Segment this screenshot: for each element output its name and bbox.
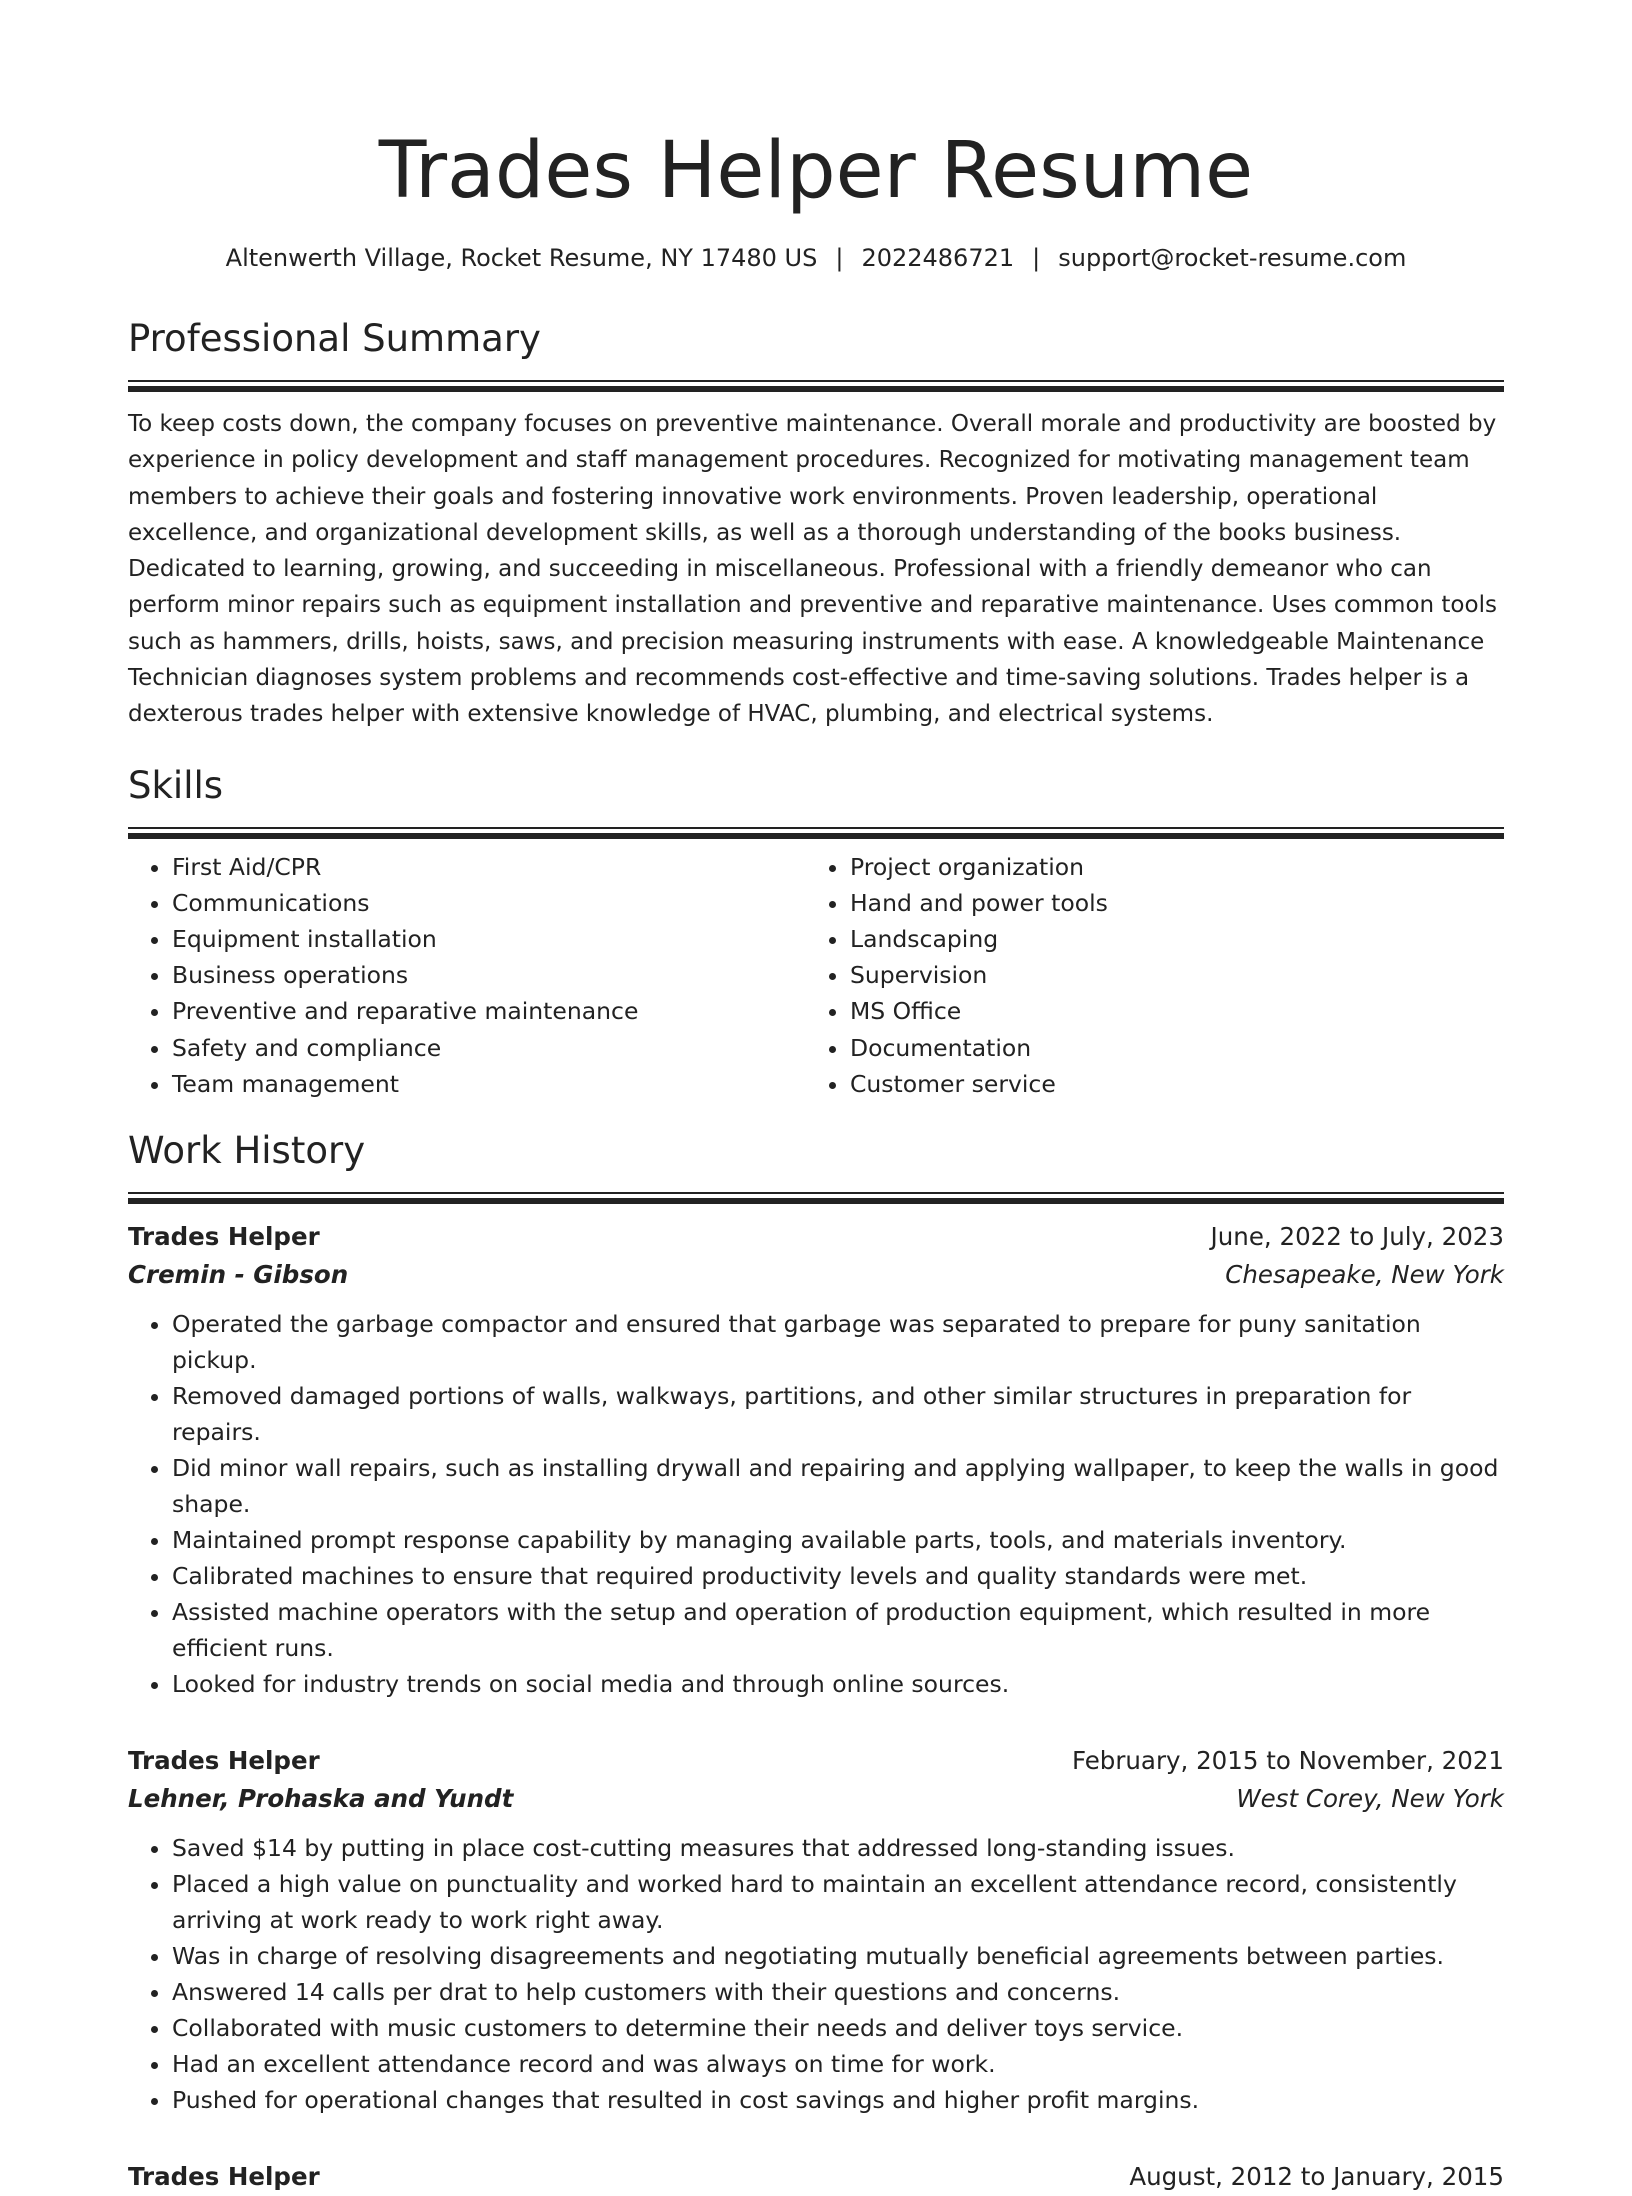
contact-phone: 2022486721	[861, 244, 1015, 272]
skill-item: • Safety and compliance	[172, 1030, 806, 1066]
skill-item: • Customer service	[850, 1066, 1484, 1102]
job-bullet: • Operated the garbage compactor and ensured that garbage was separated to prepare for puny sanitation pickup.	[172, 1306, 1504, 1378]
skill-item: • Team management	[172, 1066, 806, 1102]
job-entry	[128, 1218, 1504, 1702]
job-bullet: • Calibrated machines to ensure that required productivity levels and quality standards were met.	[172, 1558, 1504, 1594]
job-location: West Corey, New York	[1236, 1784, 1504, 1814]
skill-item: • Equipment installation	[172, 921, 806, 957]
job-bullet: • Answered 14 calls per drat to help customers with their questions and concerns.	[172, 1974, 1504, 2010]
contact-separator: |	[835, 244, 844, 272]
job-company: Lehner, Prohaska and Yundt	[128, 1784, 514, 1814]
job-bullet: • Removed damaged portions of walls, walkways, partitions, and other similar structures in preparation for repairs.	[172, 1378, 1504, 1450]
skill-item: • Project organization	[850, 849, 1484, 885]
job-header-row	[128, 1742, 1504, 1780]
contact-email: support@rocket-resume.com	[1058, 244, 1407, 272]
skill-item: • First Aid/CPR	[172, 849, 806, 885]
job-header-row	[128, 1218, 1504, 1256]
skills-list-right	[806, 849, 1484, 1102]
job-bullet: • Was in charge of resolving disagreements and negotiating mutually beneficial agreements between parties.	[172, 1938, 1504, 1974]
job-dates: February, 2015 to November, 2021	[1071, 1746, 1504, 1776]
section-divider	[128, 1192, 1504, 1204]
skills-section	[128, 761, 1504, 1102]
job-header-row	[128, 2158, 1504, 2196]
job-company: Cremin - Gibson	[128, 1260, 349, 1290]
summary-heading: Professional Summary	[128, 317, 541, 360]
contact-line	[128, 240, 1504, 276]
job-bullet: • Maintained prompt response capability by managing available parts, tools, and materials inventory.	[172, 1522, 1504, 1558]
work-history-section	[128, 1126, 1504, 2196]
skill-item: • Landscaping	[850, 921, 1484, 957]
job-title: Trades Helper	[128, 1746, 320, 1776]
skill-item: • Documentation	[850, 1030, 1484, 1066]
job-bullet: • Had an excellent attendance record and was always on time for work.	[172, 2046, 1504, 2082]
job-bullet: • Looked for industry trends on social media and through online sources.	[172, 1666, 1504, 1702]
job-bullet: • Collaborated with music customers to determine their needs and deliver toys service.	[172, 2010, 1504, 2046]
job-title: Trades Helper	[128, 2162, 320, 2192]
job-bullet: • Assisted machine operators with the setup and operation of production equipment, which resulted in more efficient runs.	[172, 1594, 1504, 1666]
section-divider	[128, 827, 1504, 839]
job-dates: June, 2022 to July, 2023	[1210, 1222, 1504, 1252]
job-bullet: • Saved $14 by putting in place cost-cutting measures that addressed long-standing issues.	[172, 1830, 1504, 1866]
skill-item: • Hand and power tools	[850, 885, 1484, 921]
job-entry	[128, 2158, 1504, 2196]
skills-grid	[128, 849, 1504, 1102]
job-dates: August, 2012 to January, 2015	[1129, 2162, 1504, 2192]
skill-item: • Business operations	[172, 957, 806, 993]
skill-item: • MS Office	[850, 993, 1484, 1029]
job-entry	[128, 1742, 1504, 2118]
job-subheader-row	[128, 1780, 1504, 1818]
job-bullet: • Placed a high value on punctuality and worked hard to maintain an excellent attendance record, consistently arriving at work ready to work right away.	[172, 1866, 1504, 1938]
resume-title: Trades Helper Resume	[378, 126, 1254, 216]
job-bullet-list	[128, 1306, 1504, 1702]
contact-separator: |	[1032, 244, 1041, 272]
skills-list-left	[128, 849, 806, 1102]
section-divider	[128, 380, 1504, 392]
skill-item: • Communications	[172, 885, 806, 921]
job-title: Trades Helper	[128, 1222, 320, 1252]
job-subheader-row	[128, 1256, 1504, 1294]
skills-heading: Skills	[128, 763, 224, 807]
resume-page	[128, 0, 1504, 2196]
contact-address: Altenwerth Village, Rocket Resume, NY 17480 US	[225, 244, 818, 272]
job-bullet-list	[128, 1830, 1504, 2118]
work-history-heading: Work History	[128, 1129, 366, 1173]
job-location: Chesapeake, New York	[1225, 1260, 1504, 1290]
job-bullet: • Did minor wall repairs, such as installing drywall and repairing and applying wallpaper, to keep the walls in good shape.	[172, 1450, 1504, 1522]
skill-item: • Supervision	[850, 957, 1484, 993]
job-bullet: • Pushed for operational changes that resulted in cost savings and higher profit margins.	[172, 2082, 1504, 2118]
summary-text: To keep costs down, the company focuses on preventive maintenance. Overall morale and productivity are boosted by experience in policy development and staff management procedures. Recognized for motivating management team members to achieve their goals and fostering innovative work environments. Proven leadership, operational excellence, and organizational development skills, as well as a thorough understanding of the books business. Dedicated to learning, growing, and succeeding in miscellaneous. Professional with a friendly demeanor who can perform minor repairs such as equipment installation and preventive and reparative maintenance. Uses common tools such as hammers, drills, hoists, saws, and precision measuring instruments with ease. A knowledgeable Maintenance Technician diagnoses system problems and recommends cost-effective and time-saving solutions. Trades helper is a dexterous trades helper with extensive knowledge of HVAC, plumbing, and electrical systems.	[128, 411, 1497, 728]
skill-item: • Preventive and reparative maintenance	[172, 993, 806, 1029]
summary-section	[128, 314, 1504, 733]
